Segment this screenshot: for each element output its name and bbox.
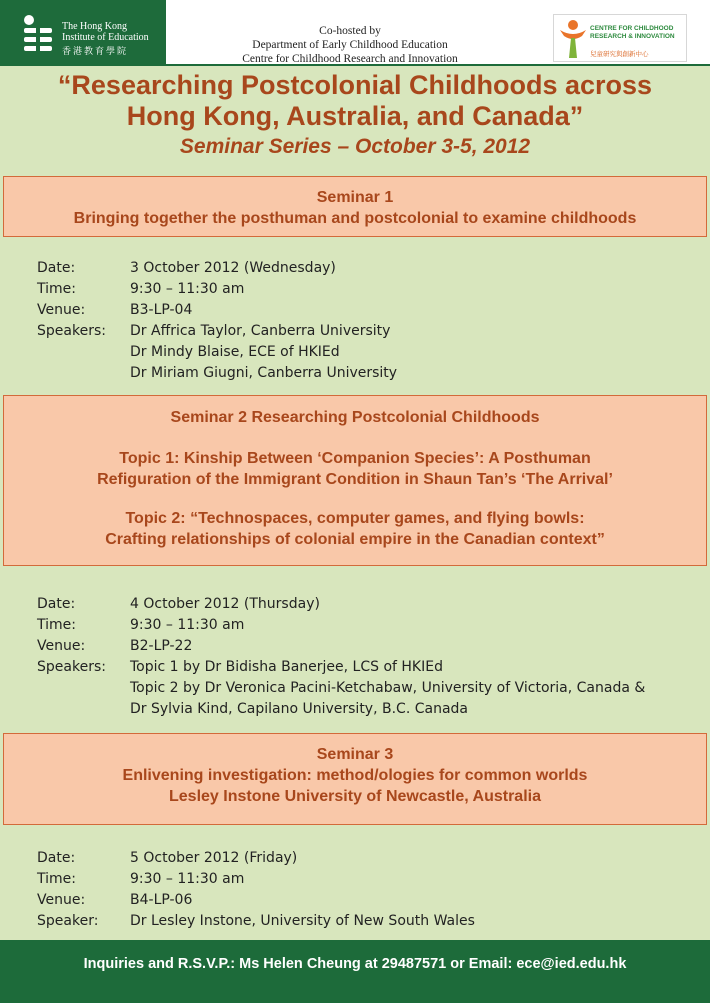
detail-label: Venue: (37, 302, 86, 318)
detail-row (37, 699, 645, 720)
hkied-name-en (62, 21, 149, 43)
hkied-name-zh: 香港教育學院 (62, 47, 129, 57)
detail-row (37, 657, 645, 678)
hkied-name-en-line1: The Hong Kong (62, 21, 127, 32)
page-title (0, 70, 710, 132)
header-bar (0, 0, 710, 66)
seminar2-topic2-line2: Crafting relationships of colonial empire in the Canadian context” (105, 531, 605, 548)
detail-value: Dr Lesley Instone, University of New South Wales (130, 913, 475, 929)
detail-label: Time: (37, 871, 76, 887)
detail-label (37, 363, 130, 384)
detail-value: Dr Sylvia Kind, Capilano University, B.C. Canada (130, 701, 468, 717)
seminar2-box (3, 395, 707, 566)
hkied-logo (0, 0, 166, 66)
detail-value: Dr Miriam Giugni, Canberra University (130, 365, 398, 381)
inquiries-text: Inquiries and R.S.V.P.: Ms Helen Cheung at 29487571 or Email: ece@ied.edu.hk (83, 956, 627, 972)
page-title-line2: Hong Kong, Australia, and Canada” (126, 101, 584, 131)
detail-row (37, 363, 397, 384)
detail-row (37, 678, 645, 699)
cohost-department: Department of Early Childhood Education (252, 39, 448, 51)
detail-value: 9:30 – 11:30 am (130, 871, 245, 887)
detail-value: 3 October 2012 (Wednesday) (130, 260, 336, 276)
detail-value: 9:30 – 11:30 am (130, 617, 245, 633)
seminar3-details (37, 848, 475, 932)
detail-value: B2-LP-22 (130, 638, 193, 654)
detail-label: Date: (37, 850, 76, 866)
page-subtitle: Seminar Series – October 3-5, 2012 (179, 135, 531, 158)
seminar2-details (37, 594, 645, 720)
centre-logo-line1: CENTRE FOR CHILDHOOD (590, 25, 674, 32)
detail-label (37, 678, 130, 699)
detail-label: Venue: (37, 638, 86, 654)
seminar1-box (3, 176, 707, 237)
seminar2-topic2-line1: Topic 2: “Technospaces, computer games, and flying bowls: (125, 510, 585, 527)
seminar2-topic1-line1: Topic 1: Kinship Between ‘Companion Species’: A Posthuman (119, 450, 591, 467)
seminar3-speaker: Lesley Instone University of Newcastle, Australia (169, 788, 541, 805)
detail-row (37, 300, 397, 321)
seminar2-heading: Seminar 2 Researching Postcolonial Childhoods (170, 409, 540, 426)
detail-row (37, 869, 475, 890)
detail-row (37, 342, 397, 363)
centre-logo-zh: 兒童研究與創新中心 (590, 50, 649, 58)
cohost-label: Co-hosted by (319, 25, 381, 37)
detail-value: Dr Affrica Taylor, Canberra University (130, 323, 391, 339)
detail-value: 9:30 – 11:30 am (130, 281, 245, 297)
detail-value: Dr Mindy Blaise, ECE of HKIEd (130, 344, 340, 360)
detail-label (37, 699, 130, 720)
centre-logo-line2: RESEARCH & INNOVATION (590, 32, 675, 40)
detail-row (37, 594, 645, 615)
detail-row (37, 636, 645, 657)
detail-value: Topic 1 by Dr Bidisha Banerjee, LCS of HKIEd (130, 659, 443, 675)
seminar1-topic: Bringing together the posthuman and postcolonial to examine childhoods (73, 210, 637, 227)
cohost-text (196, 24, 504, 64)
detail-row (37, 321, 397, 342)
seminar1-heading: Seminar 1 (316, 189, 394, 206)
cohost-centre: Centre for Childhood Research and Innovation (242, 53, 458, 64)
seminar1-details (37, 258, 397, 384)
detail-label (37, 342, 130, 363)
detail-row (37, 848, 475, 869)
detail-row (37, 279, 397, 300)
detail-row (37, 615, 645, 636)
detail-label: Date: (37, 596, 76, 612)
detail-label: Time: (37, 617, 76, 633)
detail-value: B4-LP-06 (130, 892, 193, 908)
seminar3-heading: Seminar 3 (316, 746, 394, 763)
hkied-name-en-line2: Institute of Education (62, 32, 149, 43)
title-block (0, 66, 710, 176)
detail-value: 5 October 2012 (Friday) (130, 850, 298, 866)
detail-label: Speaker: (37, 913, 99, 929)
centre-logo (553, 14, 687, 62)
detail-value: Topic 2 by Dr Veronica Pacini-Ketchabaw, University of Victoria, Canada & (130, 680, 646, 696)
detail-label: Speakers: (37, 659, 106, 675)
detail-label: Speakers: (37, 323, 106, 339)
detail-row (37, 911, 475, 932)
footer-bar (0, 940, 710, 1003)
detail-row (37, 890, 475, 911)
detail-row (37, 258, 397, 279)
seminar3-topic: Enlivening investigation: method/ologies for common worlds (122, 767, 588, 784)
detail-value: 4 October 2012 (Thursday) (130, 596, 320, 612)
centre-logo-text (590, 25, 684, 40)
seminar3-box (3, 733, 707, 825)
detail-label: Venue: (37, 892, 86, 908)
detail-value: B3-LP-04 (130, 302, 193, 318)
seminar2-topic1-line2: Refiguration of the Immigrant Condition in Shaun Tan’s ‘The Arrival’ (97, 471, 613, 488)
page-title-line1: “Researching Postcolonial Childhoods across (57, 70, 653, 100)
detail-label: Date: (37, 260, 76, 276)
hkied-emblem-icon (20, 14, 56, 56)
child-figure-icon (558, 18, 588, 60)
detail-label: Time: (37, 281, 76, 297)
